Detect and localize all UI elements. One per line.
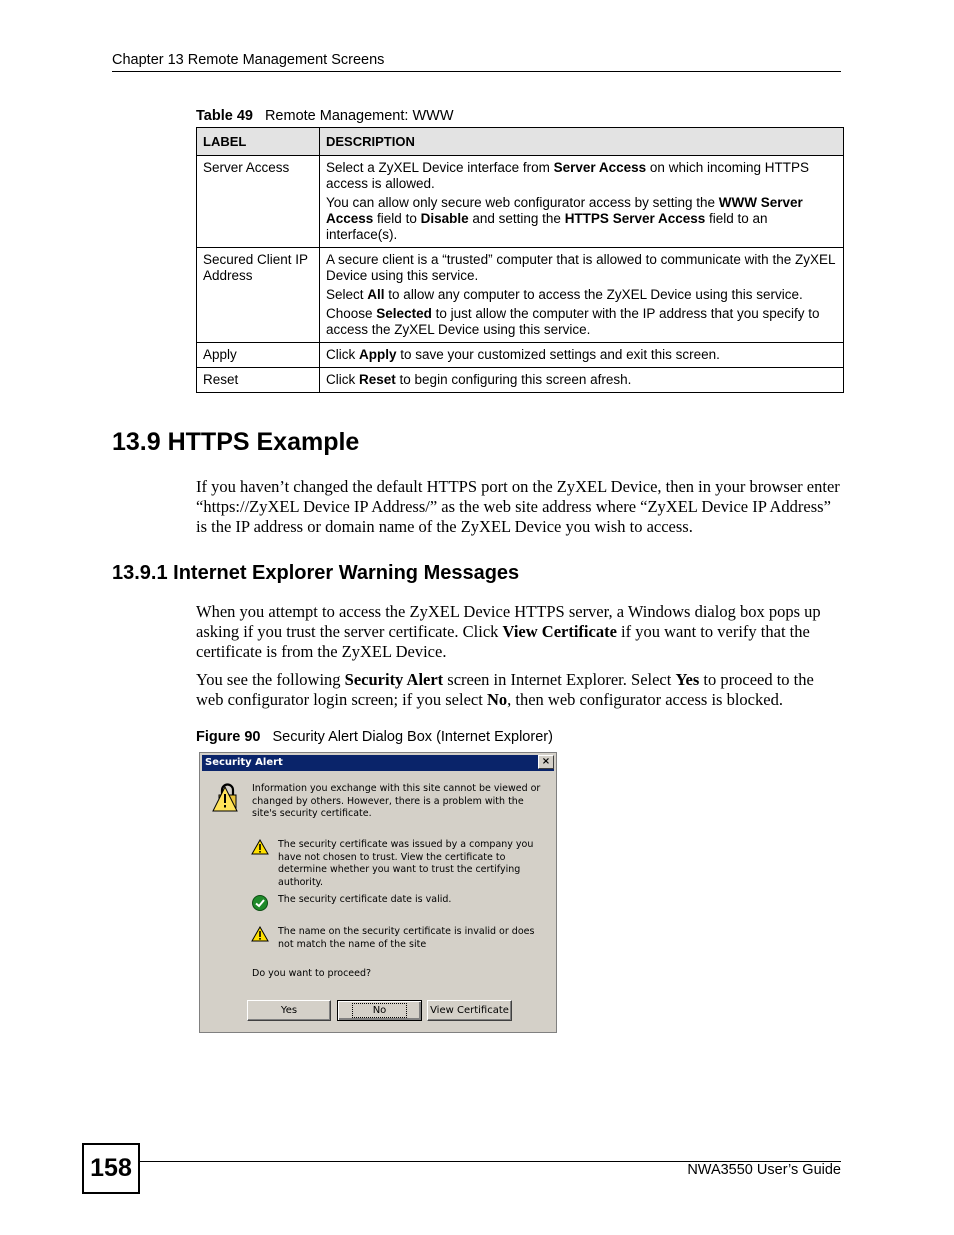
dialog-title-bar — [202, 755, 554, 771]
close-button[interactable]: × — [538, 755, 554, 769]
row-description-paragraph: Select a ZyXEL Device interface from Server Access on which incoming HTTPS access is allowed. — [326, 160, 809, 191]
dialog-item-text: The security certificate was issued by a company you have not chosen to trust. View the certificate to determine whether you want to trust the certifying authority. — [278, 839, 534, 888]
warning-icon — [251, 839, 269, 855]
figure-caption-label: Figure 90 — [196, 729, 261, 745]
lock-warning-icon — [210, 781, 244, 815]
chapter-header: Chapter 13 Remote Management Screens — [112, 52, 385, 68]
view-certificate-button[interactable] — [427, 1000, 512, 1021]
yes-button[interactable] — [247, 1000, 331, 1021]
table-row — [197, 368, 844, 393]
row-label: Apply — [197, 343, 320, 368]
subsection-title: 13.9.1 Internet Explorer Warning Messages — [112, 562, 520, 584]
check-icon — [251, 894, 269, 912]
figure-caption-title: Security Alert Dialog Box (Internet Explorer) — [272, 729, 553, 745]
table-header-row — [197, 128, 844, 156]
section-title: 13.9 HTTPS Example — [112, 428, 360, 456]
guide-title: NWA3550 User’s Guide — [687, 1162, 841, 1178]
row-label: Secured Client IP Address — [197, 248, 320, 343]
view-certificate-button-label: View Certificate — [430, 1005, 509, 1016]
table-row — [197, 156, 844, 248]
header-rule — [112, 71, 841, 72]
column-header-description: DESCRIPTION — [320, 128, 844, 156]
remote-management-table — [196, 127, 844, 393]
yes-button-label: Yes — [280, 1005, 298, 1016]
table-caption-label: Table 49 — [196, 108, 253, 124]
row-description-paragraph: Select All to allow any computer to access the ZyXEL Device using this service. — [326, 287, 803, 302]
column-header-label: LABEL — [197, 128, 320, 156]
subsection-paragraph-1: When you attempt to access the ZyXEL Device HTTPS server, a Windows dialog box pops up asking if you trust the server certificate. Click View Certificate if you want to verify that the certificate is from the ZyXEL Device. — [196, 602, 821, 661]
row-label: Reset — [197, 368, 320, 393]
warning-icon — [251, 926, 269, 942]
row-description-paragraph: You can allow only secure web configurator access by setting the WWW Server Access field to Disable and setting the HTTPS Server Access field to an interface(s). — [326, 195, 803, 242]
dialog-item-text: The name on the security certificate is invalid or does not match the name of the site — [278, 926, 535, 950]
row-description — [320, 368, 844, 393]
table-caption — [196, 108, 454, 124]
row-description — [320, 248, 844, 343]
row-description-paragraph: A secure client is a “trusted” computer that is allowed to communicate with the ZyXEL Device using this service. — [326, 252, 835, 283]
row-description — [320, 156, 844, 248]
row-description-paragraph: Click Apply to save your customized settings and exit this screen. — [326, 347, 720, 362]
subsection-paragraph-2: You see the following Security Alert screen in Internet Explorer. Select Yes to proceed to the web configurator login screen; if you select No, then web configurator access is blocked. — [196, 670, 814, 709]
dialog-item-text: The security certificate date is valid. — [278, 894, 452, 905]
table-caption-title: Remote Management: WWW — [264, 108, 454, 124]
dialog-intro-text: Information you exchange with this site cannot be viewed or changed by others. However, there is a problem with the site's security certificate. — [252, 783, 541, 819]
no-button-label: No — [352, 1003, 408, 1018]
row-description — [320, 343, 844, 368]
no-button[interactable] — [337, 1000, 422, 1021]
row-description-paragraph: Click Reset to begin configuring this screen afresh. — [326, 372, 632, 387]
row-description-paragraph: Choose Selected to just allow the computer with the IP address that you specify to access the ZyXEL Device using this service. — [326, 306, 820, 337]
security-alert-dialog — [199, 752, 557, 1033]
table-row — [197, 248, 844, 343]
figure-caption — [196, 729, 553, 745]
page-number: 158 — [82, 1143, 140, 1194]
table-row — [197, 343, 844, 368]
dialog-question: Do you want to proceed? — [252, 968, 372, 979]
row-label: Server Access — [197, 156, 320, 248]
dialog-title: Security Alert — [205, 757, 283, 768]
section-paragraph: If you haven’t changed the default HTTPS port on the ZyXEL Device, then in your browser enter “https://ZyXEL Device IP Address/” as the web site address where “ZyXEL Device IP Address” is the IP address or domain name of the ZyXEL Device you wish to access. — [196, 477, 840, 536]
